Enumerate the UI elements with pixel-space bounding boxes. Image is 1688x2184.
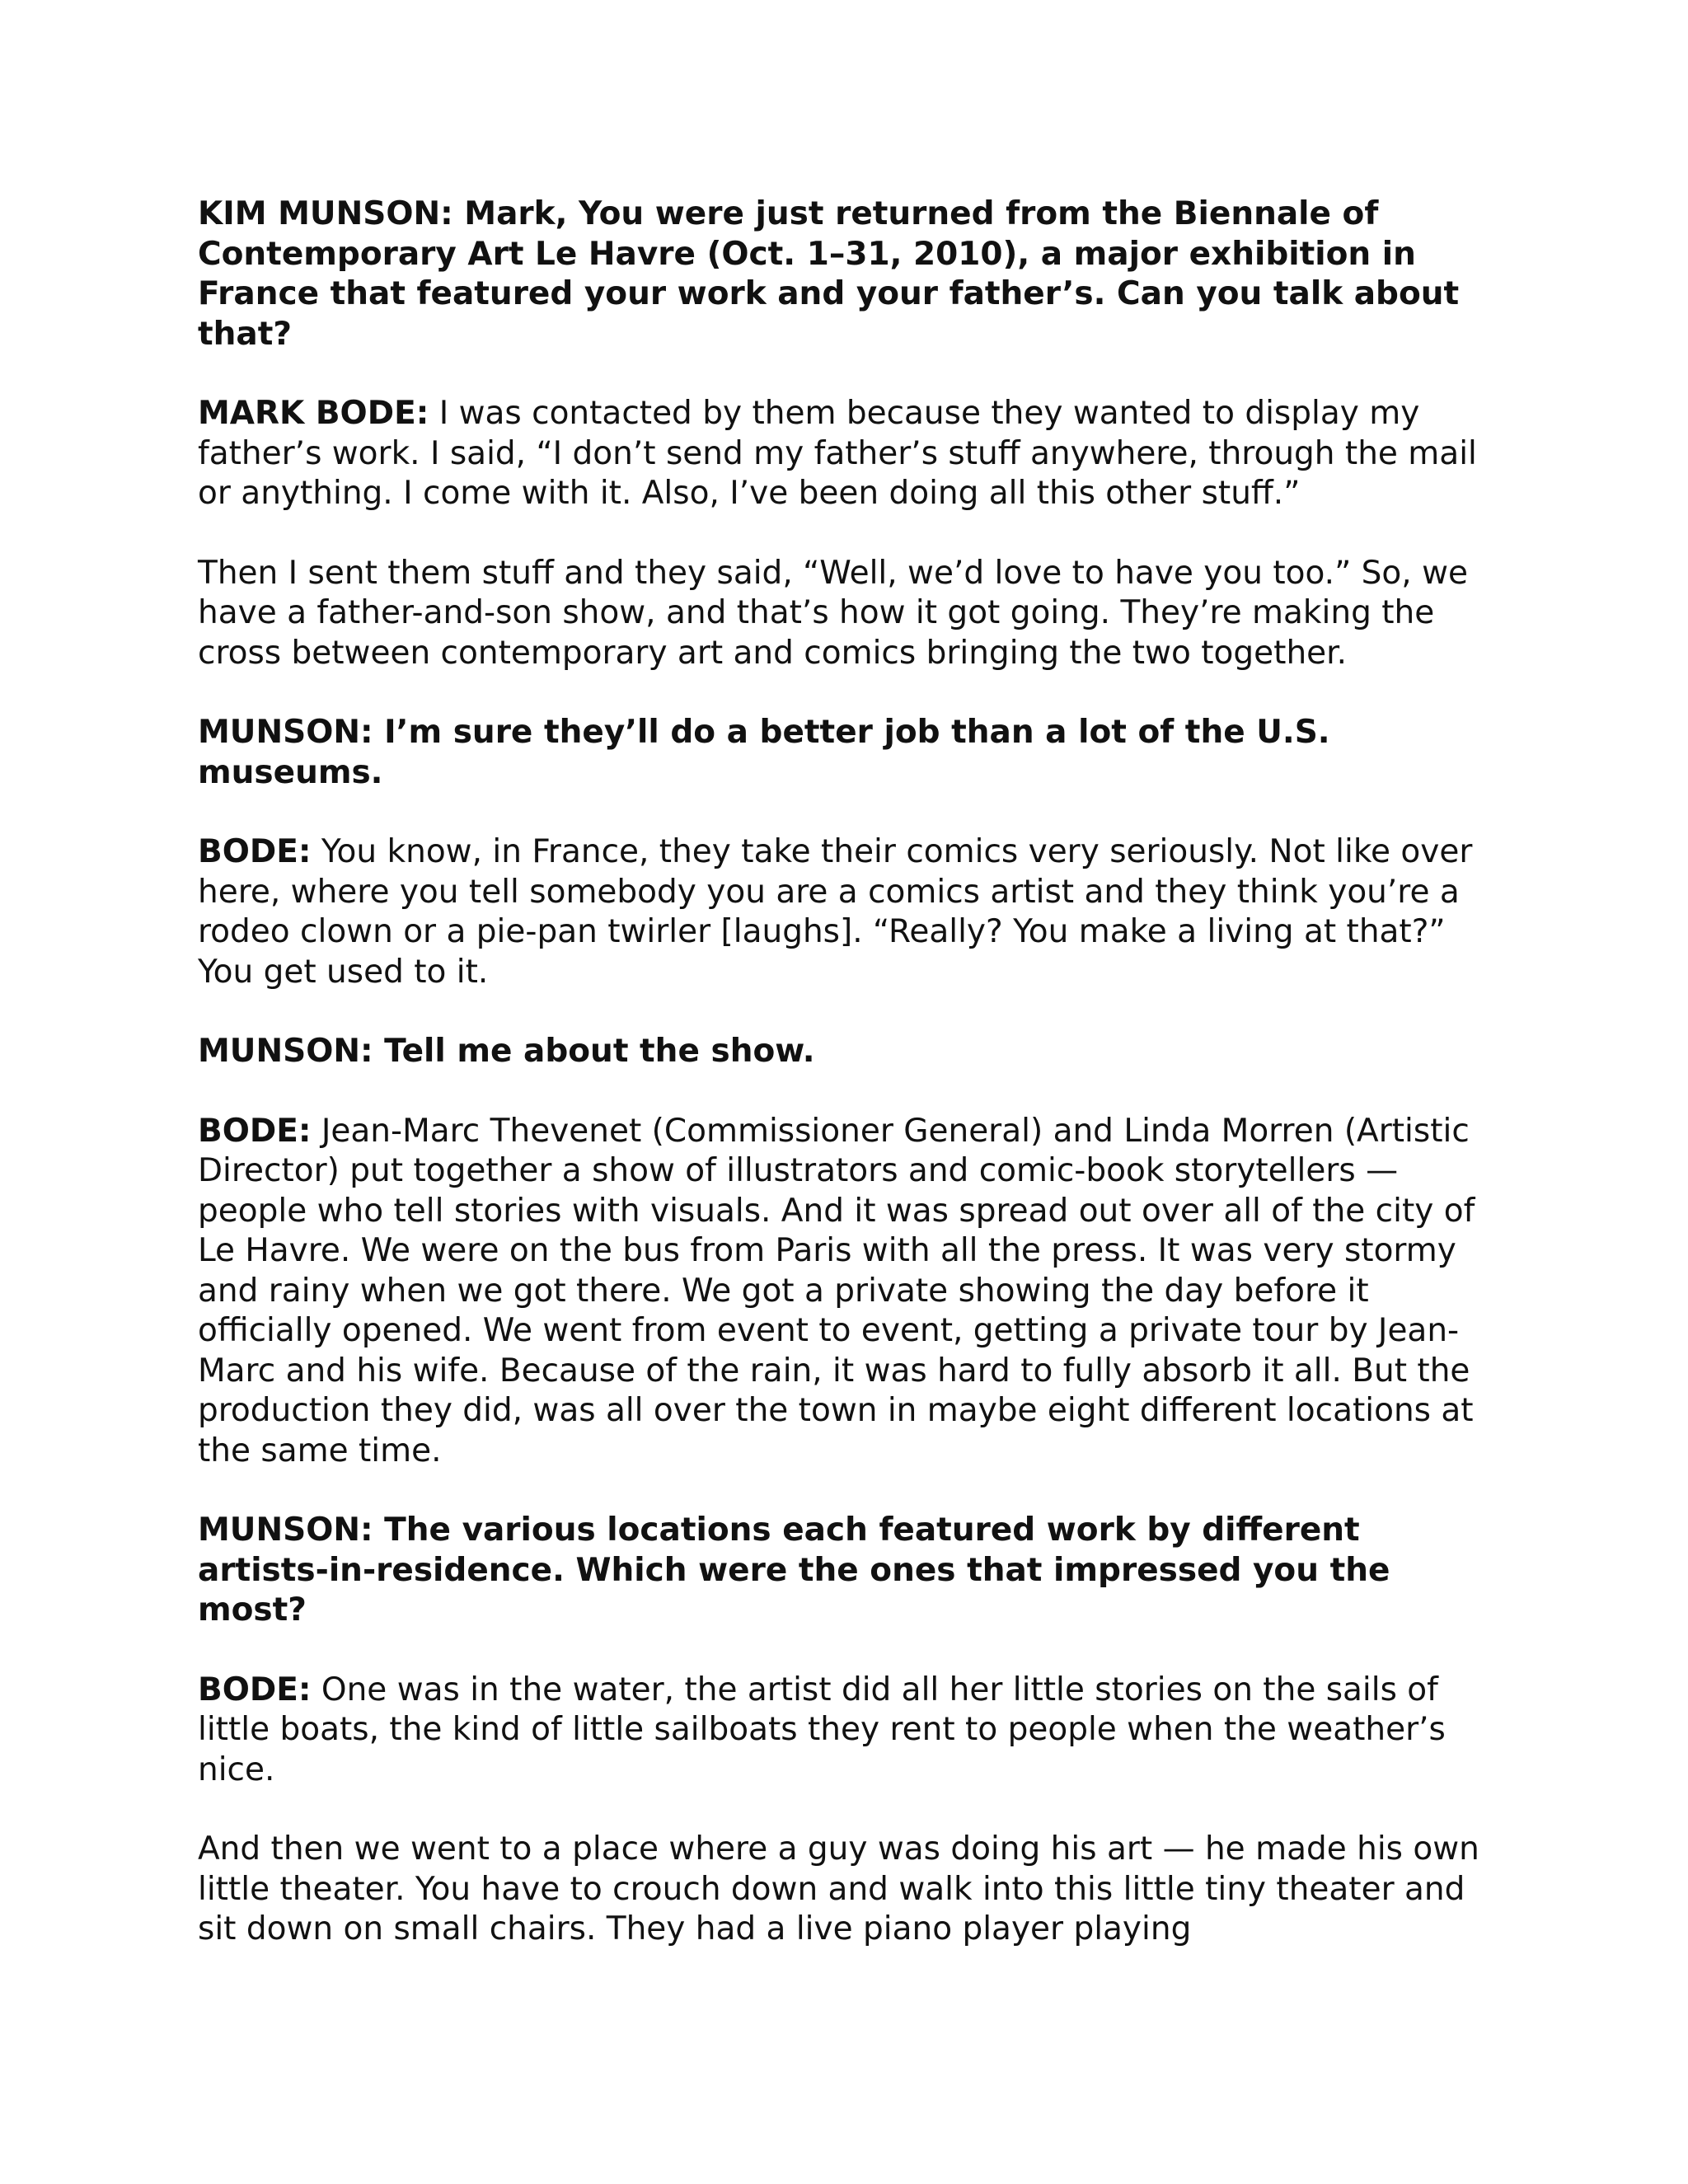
speaker-label: BODE: <box>198 1112 312 1150</box>
speaker-label: BODE: <box>198 833 312 870</box>
answer-paragraph <box>198 1112 1500 1472</box>
answer-paragraph <box>198 394 1500 514</box>
answer-continuation: Then I sent them stuff and they said, “Well, we’d love to have you too.” So, we have a father-and-son show, and that’s how it got going. They’re making the cross between contemporary art and comics bringing the two together. <box>198 554 1468 672</box>
answer-paragraph <box>198 832 1500 992</box>
answer-text: Jean-Marc Thevenet (Commissioner General) and Linda Morren (Artistic Director) put together a show of illustrators and comic-book storytellers — people who tell stories with visuals. And it was spread out over all of the city of Le Havre. We were on the bus from Paris with all the press. It was very stormy and rainy when we got there. We got a private showing the day before it officially opened. We went from event to event, getting a private tour by Jean-Marc and his wife. Because of the rain, it was hard to fully absorb it all. But the production they did, was all over the town in maybe eight different locations at the same time. <box>198 1112 1475 1469</box>
question-paragraph: KIM MUNSON: Mark, You were just returned from the Biennale of Contemporary Art Le Havre (Oct. 1–31, 2010), a major exhibition in France that featured your work and your father’s. Can you talk about that? <box>198 195 1460 353</box>
answer-continuation: And then we went to a place where a guy was doing his art — he made his own little theater. You have to crouch down and walk into this little tiny theater and sit down on small chairs. They had a live piano player playing <box>198 1830 1479 1947</box>
speaker-label: MARK BODE: <box>198 395 429 432</box>
question-paragraph: MUNSON: Tell me about the show. <box>198 1033 815 1070</box>
interview-page <box>198 194 1500 1990</box>
answer-text: You know, in France, they take their comics very seriously. Not like over here, where you tell somebody you are a comics artist and they think you’re a rodeo clown or a pie-pan twirler [laughs]. “Really? You make a living at that?” You get used to it. <box>198 833 1473 991</box>
question-paragraph: MUNSON: The various locations each featured work by different artists-in-residence. Which were the ones that impressed you the most? <box>198 1511 1390 1629</box>
answer-text: One was in the water, the artist did all her little stories on the sails of little boats, the kind of little sailboats they rent to people when the weather’s nice. <box>198 1671 1446 1788</box>
answer-paragraph <box>198 1671 1500 1791</box>
answer-text: I was contacted by them because they wanted to display my father’s work. I said, “I don’t send my father’s stuff anywhere, through the mail or anything. I come with it. Also, I’ve been doing all this other stuff.” <box>198 395 1477 512</box>
speaker-label: BODE: <box>198 1671 312 1708</box>
question-paragraph: MUNSON: I’m sure they’ll do a better job than a lot of the U.S. museums. <box>198 714 1330 791</box>
